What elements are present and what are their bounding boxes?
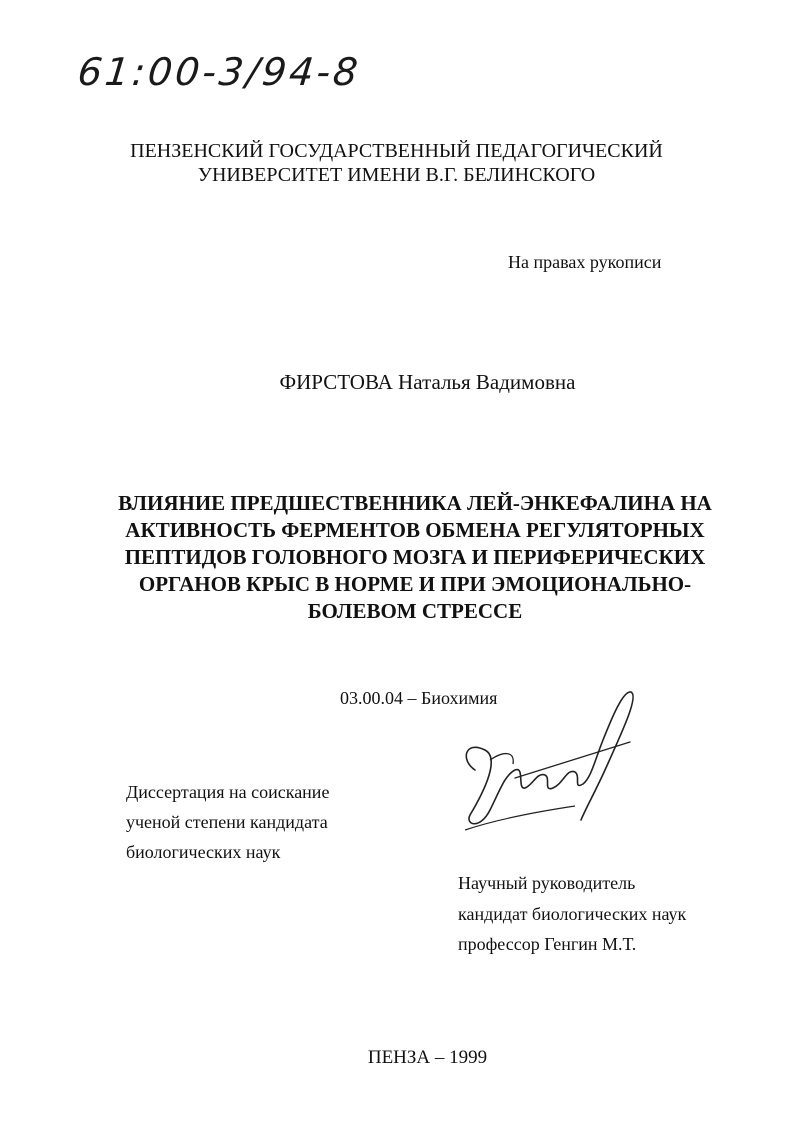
title-line-5: БОЛЕВОМ СТРЕССЕ [307, 599, 523, 623]
advisor-line-1: Научный руководитель [458, 873, 636, 893]
advisor-line-2: кандидат биологических наук [458, 904, 687, 924]
dissertation-line-1: Диссертация на соискание [126, 782, 330, 802]
title-line-2: АКТИВНОСТЬ ФЕРМЕНТОВ ОБМЕНА РЕГУЛЯТОРНЫХ [125, 518, 705, 542]
title-line-3: ПЕПТИДОВ ГОЛОВНОГО МОЗГА И ПЕРИФЕРИЧЕСКИХ [124, 545, 706, 569]
signature [455, 680, 645, 840]
dissertation-line-3: биологических наук [126, 842, 281, 862]
dissertation-line-2: ученой степени кандидата [126, 812, 328, 832]
title-line-4: ОРГАНОВ КРЫС В НОРМЕ И ПРИ ЭМОЦИОНАЛЬНО- [138, 572, 692, 596]
title-line-1: ВЛИЯНИЕ ПРЕДШЕСТВЕННИКА ЛЕЙ-ЭНКЕФАЛИНА НА [118, 491, 712, 515]
advisor-line-3: профессор Генгин М.Т. [458, 934, 637, 954]
archive-code: 61:00-3/94-8 [75, 50, 363, 94]
rights-note: На правах рукописи [508, 252, 662, 272]
specialty: 03.00.04 – Биохимия [340, 688, 498, 708]
university-line-2: УНИВЕРСИТЕТ ИМЕНИ В.Г. БЕЛИНСКОГО [197, 164, 596, 186]
university-line-1: ПЕНЗЕНСКИЙ ГОСУДАРСТВЕННЫЙ ПЕДАГОГИЧЕСКИЙ [130, 140, 663, 162]
city-year: ПЕНЗА – 1999 [367, 1047, 488, 1068]
author-name: ФИРСТОВА Наталья Вадимовна [279, 370, 576, 394]
dissertation-title [100, 490, 730, 625]
